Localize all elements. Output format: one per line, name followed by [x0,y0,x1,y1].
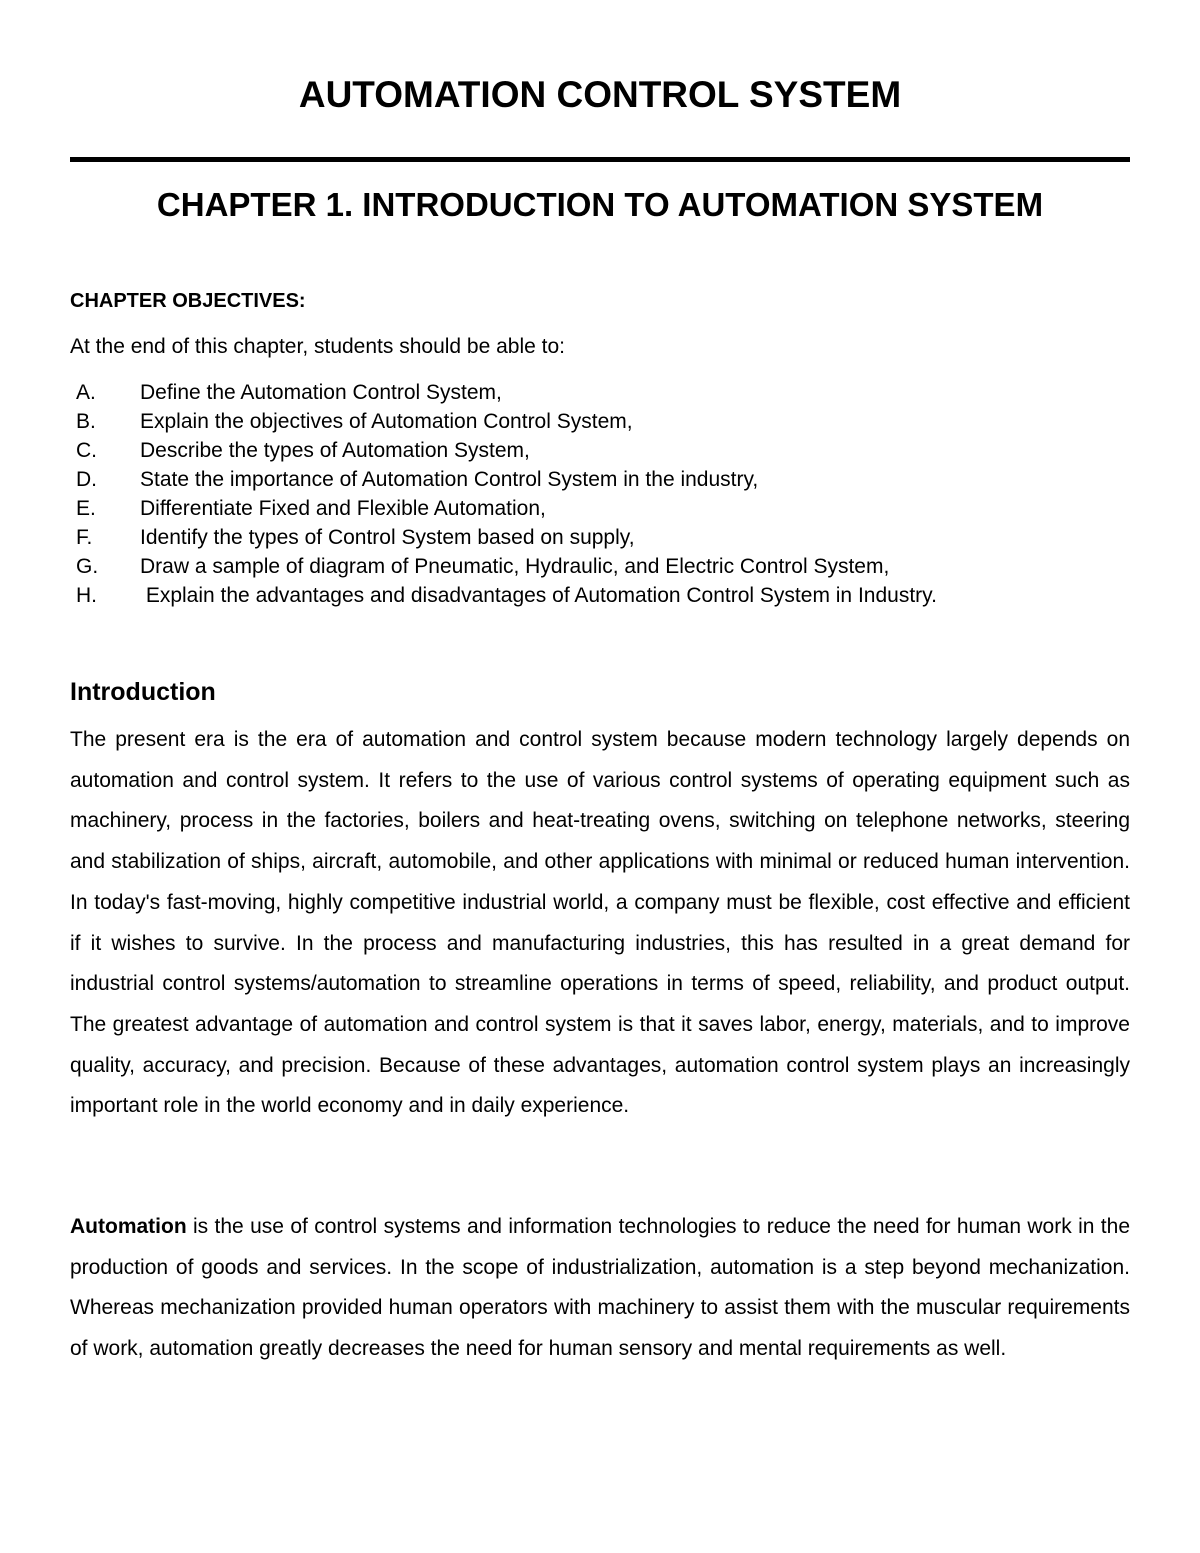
list-item-letter: A. [76,381,96,404]
introduction-heading: Introduction [70,678,216,706]
automation-definition-paragraph [70,1207,1130,1370]
list-item [76,494,937,523]
list-item [76,523,937,552]
objectives-list [76,378,937,610]
list-item [76,581,937,610]
list-item-letter: B. [76,410,96,433]
objectives-heading: CHAPTER OBJECTIVES: [70,290,306,312]
list-item-text: Identify the types of Control System based on supply, [140,526,635,549]
list-item-text: State the importance of Automation Control System in the industry, [140,468,759,491]
chapter-title: CHAPTER 1. INTRODUCTION TO AUTOMATION SYSTEM [156,186,1044,223]
list-item [76,378,937,407]
list-item-letter: E. [76,497,96,520]
list-item-text: Differentiate Fixed and Flexible Automation, [140,497,546,520]
list-item-text: Define the Automation Control System, [140,381,502,404]
automation-term: Automation [70,1215,187,1238]
list-item-text: Explain the advantages and disadvantages of Automation Control System in Industry. [140,584,937,607]
automation-definition-text: is the use of control systems and information technologies to reduce the need for human work in the production of goods and services. In the scope of industrialization, automation is a step beyond mechanization. Whereas mechanization provided human operators with machinery to assist them with the muscular requirements of work, automation greatly decreases the need for human sensory and mental requirements as well. [70,1215,1130,1361]
list-item [76,407,937,436]
list-item-letter: G. [76,555,99,578]
list-item-text: Draw a sample of diagram of Pneumatic, Hydraulic, and Electric Control System, [140,555,890,578]
list-item [76,436,937,465]
list-item-text: Describe the types of Automation System, [140,439,530,462]
list-item-letter: H. [76,584,97,607]
list-item-text: Explain the objectives of Automation Control System, [140,410,633,433]
document-title: AUTOMATION CONTROL SYSTEM [298,74,902,115]
list-item-letter: C. [76,439,97,462]
list-item-letter: D. [76,468,97,491]
objectives-intro: At the end of this chapter, students should be able to: [70,335,566,358]
list-item [76,552,937,581]
introduction-paragraph: The present era is the era of automation and control system because modern technology largely depends on automation and control system. It refers to the use of various control systems of operating equipment such as machinery, process in the factories, boilers and heat-treating ovens, switching on telephone networks, steering and stabilization of ships, aircraft, automobile, and other applications with minimal or reduced human intervention. In today's fast-moving, highly competitive industrial world, a company must be flexible, cost effective and efficient if it wishes to survive. In the process and manufacturing industries, this has resulted in a great demand for industrial control systems/automation to streamline operations in terms of speed, reliability, and product output. The greatest advantage of automation and control system is that it saves labor, energy, materials, and to improve quality, accuracy, and precision. Because of these advantages, automation control system plays an increasingly important role in the world economy and in daily experience. [70,728,1130,1118]
list-item-letter: F. [76,526,93,549]
title-divider [70,157,1130,162]
list-item [76,465,937,494]
